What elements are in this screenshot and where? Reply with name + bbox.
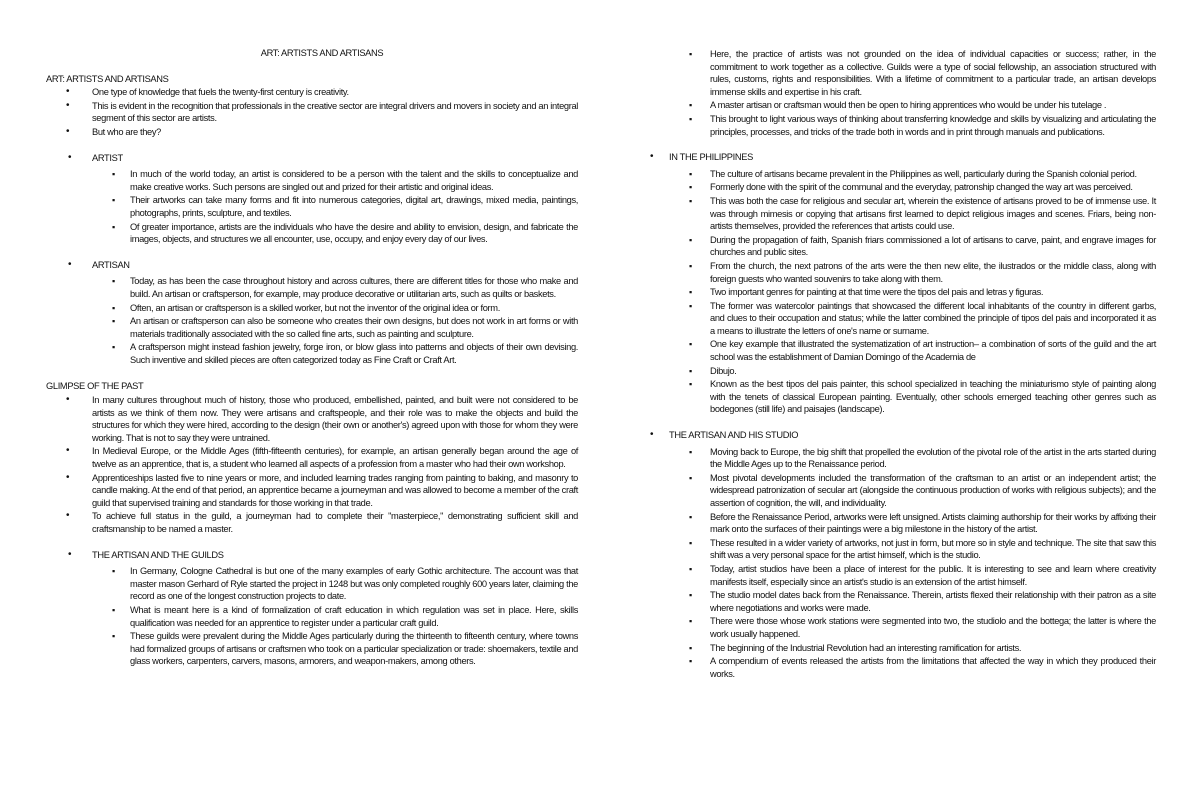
list-item: ▪ A compendium of events released the artists from the limitations that affected the way in which they produced their works. xyxy=(650,655,1156,680)
list-item: ▪ Most pivotal developments included the transformation of the craftsman to an artist or an independent artist; the widespread patronization of secular art (alongside the continuous production of works with religious subjects); and the assertion of cognition, the will, and individuality. xyxy=(650,472,1156,510)
right-column xyxy=(650,0,1156,681)
guilds-continued-list xyxy=(650,48,1156,138)
list-item: ▪ The former was watercolor paintings that showcased the different local inhabitants of the country in different garbs, and clues to their occupation and status; while the latter combined the principle of tipos del pais and incorporated it as a means to illustrate the letters of one's name or surname. xyxy=(650,300,1156,338)
document-title: ART: ARTISTS AND ARTISANS xyxy=(260,48,384,58)
list-item: ▪ Dibujo. xyxy=(650,365,1156,378)
list-item: • To achieve full status in the guild, a journeyman had to complete their "masterpiece," demonstrating sufficient skill and craftsmanship to be named a master. xyxy=(46,510,578,535)
list-item: ▪ In much of the world today, an artist is considered to be a person with the talent and the skills to conceptualize and make creative works. Such persons are singled out and prized for their artistic and original ideas. xyxy=(46,168,578,193)
glimpse-heading: GLIMPSE OF THE PAST xyxy=(46,381,144,392)
list-item: ▪ This was both the case for religious and secular art, wherein the existence of artisans proved to be of immense use. It was through mimesis or copying that artisans first learned to depict religious images and scenes. Friars, being non-artists themselves, provided the references that artists could use. xyxy=(650,195,1156,233)
artisan-list xyxy=(46,275,578,366)
intro-list xyxy=(46,86,578,138)
list-item: ▪ The studio model dates back from the Renaissance. Therein, artists flexed their relationship with their patron as a site where negotiations and works were made. xyxy=(650,589,1156,614)
list-item: ▪ This brought to light various ways of thinking about transferring knowledge and skills by visualizing and articulating the principles, processes, and tricks of the trade both in words and in print through manuals and publications. xyxy=(650,113,1156,138)
list-item: ▪ Their artworks can take many forms and fit into numerous categories, digital art, drawings, mixed media, paintings, photographs, prints, sculpture, and textiles. xyxy=(46,194,578,219)
glimpse-list xyxy=(46,394,578,536)
list-item: • In Medieval Europe, or the Middle Ages (fifth-fifteenth centuries), for example, an artisan generally began around the age of twelve as an apprentice, that is, a student who learned all aspects of a profession from a master who had their own workshop. xyxy=(46,445,578,470)
list-item: ▪ One key example that illustrated the systematization of art instruction– a combination of sorts of the guild and the art school was the establishment of Damian Domingo of the Academia de xyxy=(650,338,1156,363)
list-item: ▪ These guilds were prevalent during the Middle Ages particularly during the thirteenth to fifteenth century, where towns had formalized groups of artisans or craftsmen who took on a particular specialization or trade: shoemakers, textile and glass workers, carpenters, carvers, masons, armorers, and weapon-makers, among others. xyxy=(46,630,578,668)
studio-list xyxy=(650,446,1156,681)
artist-heading: • ARTIST xyxy=(46,152,578,165)
artisan-heading: • ARTISAN xyxy=(46,259,578,272)
list-item: ▪ The culture of artisans became prevalent in the Philippines as well, particularly during the Spanish colonial period. xyxy=(650,168,1156,181)
list-item: ▪ A craftsperson might instead fashion jewelry, forge iron, or blow glass into patterns and objects of their own devising. Such inventive and skilled pieces are often categorized today as Fine Craft or Craft Art. xyxy=(46,341,578,366)
list-item: ▪ In Germany, Cologne Cathedral is but one of the many examples of early Gothic architecture. The account was that master mason Gerhard of Ryle started the project in 1248 but was only completed roughly 600 years later, claiming the record as one of the longest construction projects to date. xyxy=(46,565,578,603)
list-item: ▪ Before the Renaissance Period, artworks were left unsigned. Artists claiming authorship for their works by affixing their mark onto the surfaces of their paintings were a big milestone in the history of the artist. xyxy=(650,511,1156,536)
list-item: • This is evident in the recognition that professionals in the creative sector are integral drivers and movers in society and an integral segment of this sector are artists. xyxy=(46,100,578,125)
list-item: • In many cultures throughout much of history, those who produced, embellished, painted, and built were not considered to be artists as we think of them now. They were artisans and craftspeople, and their role was to make the objects and build the structures for which they were hired, according to the design (their own or another's) agreed upon with those for whom they were working. That is not to say they were untrained. xyxy=(46,394,578,444)
guilds-heading: • THE ARTISAN AND THE GUILDS xyxy=(46,549,578,562)
list-item: • But who are they? xyxy=(46,126,578,139)
philippines-list xyxy=(650,168,1156,416)
list-item: ▪ Today, as has been the case throughout history and across cultures, there are different titles for those who make and build. An artisan or craftsperson, for example, may produce decorative or utilitarian arts, such as quilts or baskets. xyxy=(46,275,578,300)
list-item: ▪ During the propagation of faith, Spanish friars commissioned a lot of artisans to carve, paint, and engrave images for churches and public sites. xyxy=(650,234,1156,259)
list-item: ▪ Often, an artisan or craftsperson is a skilled worker, but not the inventor of the original idea or form. xyxy=(46,302,578,315)
guilds-list xyxy=(46,565,578,668)
list-item: ▪ A master artisan or craftsman would then be open to hiring apprentices who would be under his tutelage . xyxy=(650,99,1156,112)
philippines-heading: • IN THE PHILIPPINES xyxy=(650,151,1156,164)
list-item: ▪ An artisan or craftsperson can also be someone who creates their own designs, but does not work in art forms or with materials traditionally associated with the so called fine arts, such as painting and sculpture. xyxy=(46,315,578,340)
list-item: ▪ The beginning of the Industrial Revolution had an interesting ramification for artists. xyxy=(650,642,1156,655)
list-item: ▪ Of greater importance, artists are the individuals who have the desire and ability to envision, design, and fabricate the images, objects, and structures we all encounter, use, occupy, and enjoy every day of our lives. xyxy=(46,221,578,246)
list-item: ▪ From the church, the next patrons of the arts were the then new elite, the ilustrados or the middle class, along with foreign guests who wanted souvenirs to take along with them. xyxy=(650,260,1156,285)
intro-heading: ART: ARTISTS AND ARTISANS xyxy=(46,73,169,84)
list-item: • Apprenticeships lasted five to nine years or more, and included learning trades ranging from painting to baking, and masonry to candle making. At the end of that period, an apprentice became a journeyman and was allowed to become a member of the craft guild that supervised training and standards for those working in that trade. xyxy=(46,472,578,510)
list-item: ▪ These resulted in a wider variety of artworks, not just in form, but more so in style and technique. The site that saw this shift was a very personal space for the artist himself, which is the studio. xyxy=(650,537,1156,562)
list-item: ▪ Known as the best tipos del pais painter, this school specialized in teaching the miniaturismo style of painting along with the tenets of classical European painting. Eventually, other schools emerged teaching other genres such as bodegones (still life) and paisajes (landscape). xyxy=(650,378,1156,416)
list-item: ▪ Formerly done with the spirit of the communal and the everyday, patronship changed the way art was perceived. xyxy=(650,181,1156,194)
list-item: ▪ Moving back to Europe, the big shift that propelled the evolution of the pivotal role of the artist in the arts started during the Middle Ages up to the Renaissance period. xyxy=(650,446,1156,471)
list-item: ▪ There were those whose work stations were segmented into two, the studiolo and the bottega; the latter is where the work usually happened. xyxy=(650,615,1156,640)
artist-list xyxy=(46,168,578,246)
left-column xyxy=(46,0,578,669)
list-item: ▪ Here, the practice of artists was not grounded on the idea of individual capacities or success; rather, in the commitment to work together as a collective. Guilds were a type of social fellowship, an association structured with rules, customs, rights and responsibilities. With a lifetime of commitment to a particular trade, an artisan develops immense skills and expertise in his craft. xyxy=(650,48,1156,98)
list-item: ▪ Today, artist studios have been a place of interest for the public. It is interesting to see and learn where creativity manifests itself, especially since an artist's studio is an extension of the artist himself. xyxy=(650,563,1156,588)
list-item: • One type of knowledge that fuels the twenty-first century is creativity. xyxy=(46,86,578,99)
list-item: ▪ What is meant here is a kind of formalization of craft education in which regulation was set in place. Here, skills qualification was needed for an apprentice to register under a particular craft guild. xyxy=(46,604,578,629)
list-item: ▪ Two important genres for painting at that time were the tipos del pais and letras y figuras. xyxy=(650,286,1156,299)
studio-heading: • THE ARTISAN AND HIS STUDIO xyxy=(650,429,1156,442)
